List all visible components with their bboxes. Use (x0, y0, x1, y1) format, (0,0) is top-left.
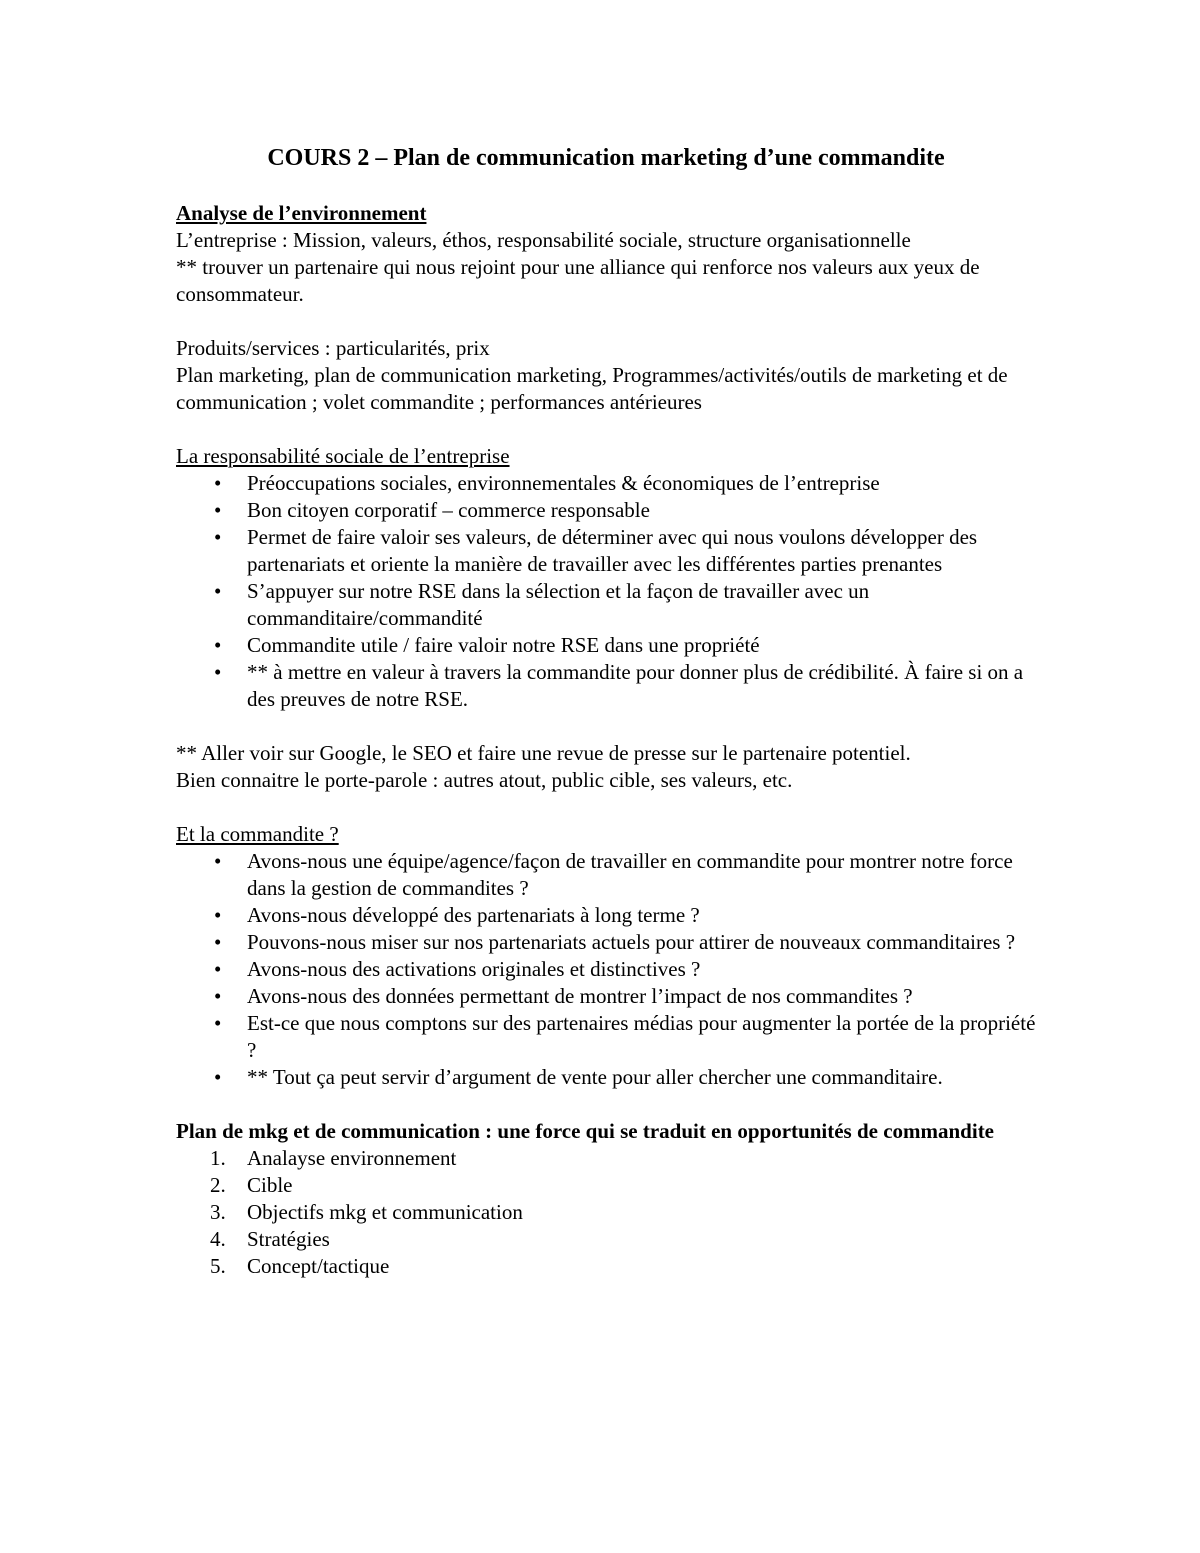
bullet-marker: • (214, 849, 222, 873)
list-item (176, 1226, 1036, 1253)
paragraph-enterprise: L’entreprise : Mission, valeurs, éthos, responsabilité sociale, structure organisationnelle (176, 228, 911, 252)
section-marketing-plan (176, 1118, 1036, 1280)
bullet-marker: • (214, 498, 222, 522)
list-item (176, 1064, 1036, 1091)
list-item-text: Concept/tactique (247, 1254, 390, 1278)
section-heading-csr: La responsabilité sociale de l’entreprise (176, 444, 510, 468)
list-item-text: Bon citoyen corporatif – commerce responsable (247, 498, 650, 522)
list-item (176, 1145, 1036, 1172)
bullet-marker: • (214, 660, 222, 684)
list-item-text: Avons-nous une équipe/agence/façon de travailler en commandite pour montrer notre force dans la gestion de commandites ? (247, 849, 1013, 900)
section-heading-sponsorship: Et la commandite ? (176, 822, 339, 846)
list-item-text: Analayse environnement (247, 1146, 457, 1170)
plan-numbered-list (176, 1145, 1036, 1280)
list-item (176, 1010, 1036, 1064)
list-item (176, 524, 1036, 578)
list-item-text: Avons-nous développé des partenariats à long terme ? (247, 903, 700, 927)
list-item-text: Avons-nous des données permettant de montrer l’impact de nos commandites ? (247, 984, 913, 1008)
list-item (176, 497, 1036, 524)
list-item-text: Stratégies (247, 1227, 330, 1251)
number-marker: 5. (210, 1254, 226, 1278)
list-item-text: Préoccupations sociales, environnementales & économiques de l’entreprise (247, 471, 880, 495)
paragraph-google-seo: ** Aller voir sur Google, le SEO et faire une revue de presse sur le partenaire potentiel. (176, 741, 911, 765)
bullet-marker: • (214, 930, 222, 954)
list-item-text: Est-ce que nous comptons sur des partenaires médias pour augmenter la portée de la propriété ? (247, 1011, 1036, 1062)
list-item (176, 659, 1036, 713)
csr-bullet-list (176, 470, 1036, 713)
number-marker: 1. (210, 1146, 226, 1170)
number-marker: 2. (210, 1173, 226, 1197)
section-environment-analysis (176, 200, 1036, 416)
bullet-marker: • (214, 1065, 222, 1089)
list-item-text: Avons-nous des activations originales et distinctives ? (247, 957, 701, 981)
bullet-marker: • (214, 984, 222, 1008)
list-item-text: Permet de faire valoir ses valeurs, de déterminer avec qui nous voulons développer des partenariats et oriente la manière de travailler avec les différentes parties prenantes (247, 525, 978, 576)
sponsorship-bullet-list (176, 848, 1036, 1091)
list-item (176, 1253, 1036, 1280)
list-item (176, 632, 1036, 659)
section-heading-marketing-plan: Plan de mkg et de communication : une force qui se traduit en opportunités de commandite (176, 1119, 995, 1143)
paragraph-spokesperson: Bien connaitre le porte-parole : autres atout, public cible, ses valeurs, etc. (176, 768, 793, 792)
list-item (176, 578, 1036, 632)
list-item (176, 983, 1036, 1010)
list-item-text: S’appuyer sur notre RSE dans la sélection et la façon de travailler avec un commanditaire/commandité (247, 579, 870, 630)
bullet-marker: • (214, 1011, 222, 1035)
list-item-text: Pouvons-nous miser sur nos partenariats actuels pour attirer de nouveaux commanditaires ? (247, 930, 1016, 954)
number-marker: 3. (210, 1200, 226, 1224)
bullet-marker: • (214, 525, 222, 549)
list-item-text: Commandite utile / faire valoir notre RSE dans une propriété (247, 633, 760, 657)
document-title: COURS 2 – Plan de communication marketing d’une commandite (267, 145, 945, 171)
list-item (176, 1172, 1036, 1199)
paragraph-products: Produits/services : particularités, prix (176, 336, 490, 360)
list-item (176, 956, 1036, 983)
list-item-text: ** Tout ça peut servir d’argument de vente pour aller chercher une commanditaire. (247, 1065, 943, 1089)
bullet-marker: • (214, 903, 222, 927)
list-item (176, 1199, 1036, 1226)
section-sponsorship (176, 821, 1036, 1091)
research-note (176, 740, 1036, 794)
list-item-text: ** à mettre en valeur à travers la commandite pour donner plus de crédibilité. À faire si on a des preuves de notre RSE. (247, 660, 1024, 711)
bullet-marker: • (214, 633, 222, 657)
list-item (176, 848, 1036, 902)
section-heading-environment: Analyse de l’environnement (176, 201, 427, 225)
number-marker: 4. (210, 1227, 226, 1251)
paragraph-partner-note: ** trouver un partenaire qui nous rejoint pour une alliance qui renforce nos valeurs aux yeux de consommateur. (176, 255, 980, 306)
bullet-marker: • (214, 579, 222, 603)
bullet-marker: • (214, 471, 222, 495)
list-item-text: Cible (247, 1173, 293, 1197)
list-item-text: Objectifs mkg et communication (247, 1200, 523, 1224)
list-item (176, 470, 1036, 497)
document-page (176, 140, 1036, 1280)
bullet-marker: • (214, 957, 222, 981)
section-csr (176, 443, 1036, 713)
list-item (176, 929, 1036, 956)
paragraph-marketing-plan: Plan marketing, plan de communication marketing, Programmes/activités/outils de marketing et de communication ; volet commandite ; performances antérieures (176, 363, 1008, 414)
list-item (176, 902, 1036, 929)
